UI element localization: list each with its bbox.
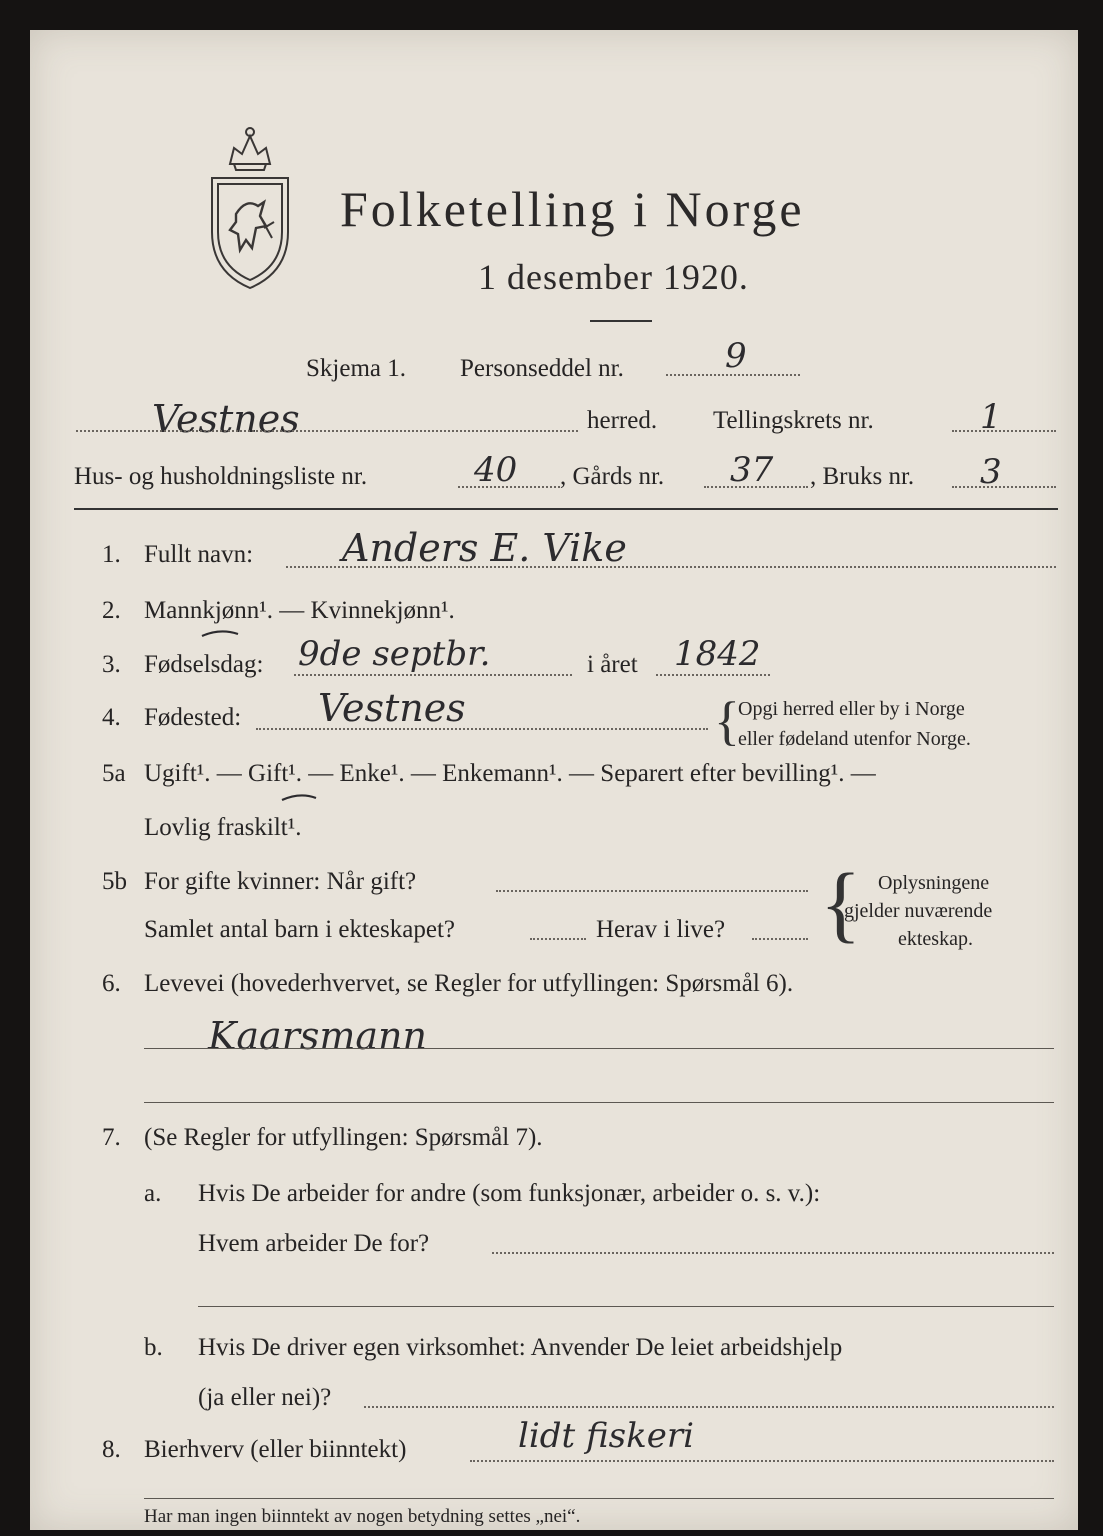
employer-line[interactable] (492, 1252, 1054, 1254)
tellingskrets-line (952, 430, 1056, 432)
q7b-line2: (ja eller nei)? (198, 1384, 332, 1411)
q3-number: 3. (102, 651, 121, 678)
tellingskrets-value[interactable]: 1 (980, 397, 1002, 437)
title-divider (590, 320, 652, 322)
q5b-note-line2: gjelder nuværende (844, 900, 993, 922)
personseddel-label: Personseddel nr. (460, 355, 624, 382)
gender-mark (200, 628, 240, 640)
q8-number: 8. (102, 1436, 121, 1463)
q2-number: 2. (102, 597, 121, 624)
husholdning-label: Hus- og husholdningsliste nr. (74, 463, 368, 490)
q5b-note-line3: ekteskap. (898, 928, 973, 950)
q7a-line1: Hvis De arbeider for andre (som funksjonær, arbeider o. s. v.): (198, 1180, 821, 1207)
herred-value[interactable]: Vestnes (152, 397, 300, 441)
q7a-letter: a. (144, 1180, 162, 1207)
gender-options[interactable]: Mannkjønn¹. — Kvinnekjønn¹. (144, 597, 455, 624)
form-title: Folketelling i Norge (340, 181, 805, 237)
census-form-sheet (30, 30, 1078, 1530)
gards-value[interactable]: 37 (730, 450, 774, 490)
occupation-line-2 (144, 1102, 1054, 1103)
birth-year-line (656, 674, 770, 676)
occupation-value[interactable]: Kaarsmann (208, 1014, 428, 1058)
herred-label: herred. (587, 407, 658, 434)
census-date: 1 desember 1920. (478, 257, 749, 297)
marital-status-options-line2[interactable]: Lovlig fraskilt¹. (144, 814, 302, 841)
section-divider (74, 508, 1058, 510)
q5b-label: For gifte kvinner: Når gift? (144, 868, 417, 895)
side-income-line-2 (144, 1498, 1054, 1499)
gards-label: , Gårds nr. (560, 463, 665, 490)
q4-label: Fødested: (144, 704, 242, 731)
q4-brace: { (714, 691, 740, 751)
hired-help-line[interactable] (364, 1406, 1054, 1408)
bruks-label: , Bruks nr. (810, 463, 915, 490)
occupation-line-1 (144, 1048, 1054, 1049)
q7b-letter: b. (144, 1334, 163, 1361)
q7-label: (Se Regler for utfyllingen: Spørsmål 7). (144, 1124, 543, 1151)
q6-label: Levevei (hovederhvervet, se Regler for utfyllingen: Spørsmål 6). (144, 970, 794, 997)
marital-status-options[interactable]: Ugift¹. — Gift¹. — Enke¹. — Enkemann¹. — Separert efter bevilling¹. — (144, 760, 876, 787)
personseddel-value[interactable]: 9 (725, 336, 747, 376)
herred-line (76, 430, 578, 432)
q5a-number: 5a (102, 760, 126, 787)
q1-number: 1. (102, 541, 121, 568)
side-income-value[interactable]: lidt fiskeri (518, 1416, 694, 1456)
side-income-line (470, 1460, 1054, 1462)
employer-line-2 (198, 1306, 1054, 1307)
birthdate-value[interactable]: 9de septbr. (298, 634, 491, 674)
q5b-note-line1: Oplysningene (878, 872, 990, 894)
skjema-label: Skjema 1. (306, 355, 406, 382)
bruks-value[interactable]: 3 (980, 452, 1002, 492)
q1-label: Fullt navn: (144, 541, 254, 568)
full-name-value[interactable]: Anders E. Vike (342, 526, 627, 570)
q4-note-line2: eller fødeland utenfor Norge. (738, 728, 971, 750)
marital-mark (280, 792, 320, 804)
birthplace-value[interactable]: Vestnes (318, 686, 466, 730)
q4-note-line1: Opgi herred eller by i Norge (738, 698, 965, 720)
q3-label: Fødselsdag: (144, 651, 264, 678)
children-alive-line[interactable] (752, 938, 808, 940)
q7-number: 7. (102, 1124, 121, 1151)
bruks-line (952, 486, 1056, 488)
children-total-line[interactable] (530, 938, 586, 940)
q7a-line2: Hvem arbeider De for? (198, 1230, 430, 1257)
q4-number: 4. (102, 704, 121, 731)
children-label: Samlet antal barn i ekteskapet? (144, 916, 455, 943)
children-alive-label: Herav i live? (596, 916, 726, 943)
q8-label: Bierhverv (eller biinntekt) (144, 1436, 407, 1463)
q5b-brace: { (820, 855, 862, 951)
q6-number: 6. (102, 970, 121, 997)
coat-of-arms-icon (202, 122, 298, 292)
husholdning-value[interactable]: 40 (474, 450, 518, 490)
birth-year-value[interactable]: 1842 (674, 634, 761, 674)
marriage-date-line[interactable] (496, 890, 808, 892)
q5b-number: 5b (102, 868, 127, 895)
year-label: i året (587, 651, 638, 678)
tellingskrets-label: Tellingskrets nr. (713, 407, 874, 434)
footer-note: Har man ingen biinntekt av nogen betydning settes „nei“. (144, 1506, 581, 1527)
birthdate-line (294, 674, 572, 676)
q7b-line1: Hvis De driver egen virksomhet: Anvender De leiet arbeidshjelp (198, 1334, 843, 1361)
